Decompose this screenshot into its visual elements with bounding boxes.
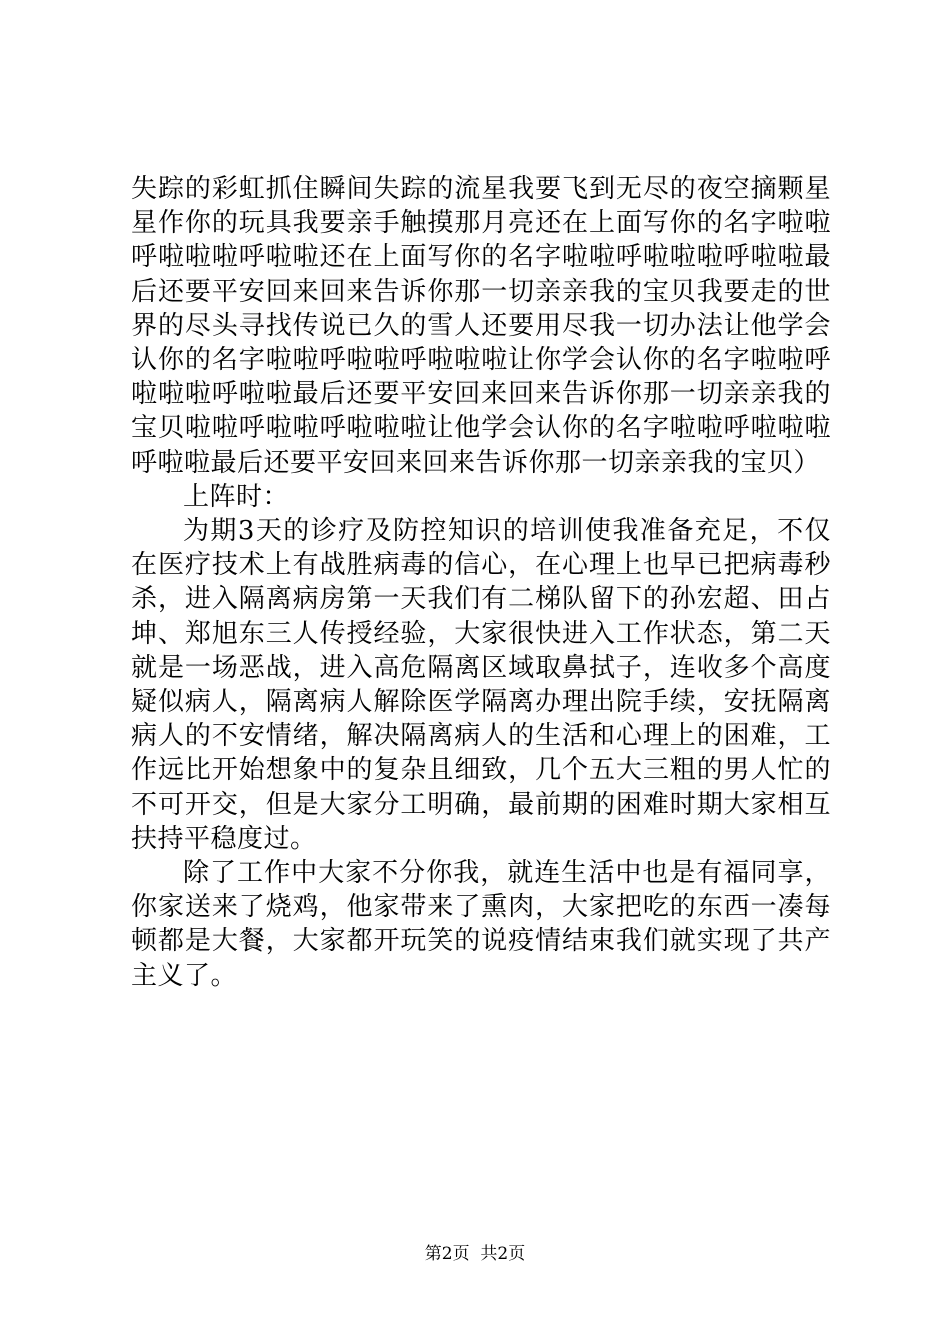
page-number-label: 第2页 共2页 — [424, 1244, 526, 1264]
document-body — [131, 172, 831, 993]
section-heading: 上阵时： — [183, 481, 290, 512]
paragraph-lyrics-continuation: 失踪的彩虹抓住瞬间失踪的流星我要飞到无尽的夜空摘颗星星作你的玩具我要亲手触摸那月亮还在上面写你的名字啦啦呼啦啦啦呼啦啦还在上面写你的名字啦啦呼啦啦啦呼啦啦最后还要平安回来回来告诉你那一切亲亲我的宝贝我要走的世界的尽头寻找传说已久的雪人还要用尽我一切办法让他学会认你的名字啦啦呼啦啦呼啦啦啦让你学会认你的名字啦啦呼啦啦啦呼啦啦最后还要平安回来回来告诉你那一切亲亲我的宝贝啦啦呼啦啦呼啦啦啦让他学会认你的名字啦啦呼啦啦啦呼啦啦最后还要平安回来回来告诉你那一切亲亲我的宝贝） — [131, 174, 831, 478]
page-footer — [0, 1243, 950, 1265]
paragraph-training: 为期3天的诊疗及防控知识的培训使我准备充足，不仅在医疗技术上有战胜病毒的信心，在心理上也早已把病毒秒杀，进入隔离病房第一天我们有二梯队留下的孙宏超、田占坤、郑旭东三人传授经验，大家很快进入工作状态，第二天就是一场恶战，进入高危隔离区域取鼻拭子，连收多个高度疑似病人，隔离病人解除医学隔离办理出院手续，安抚隔离病人的不安情绪，解决隔离病人的生活和心理上的困难，工作远比开始想象中的复杂且细致，几个五大三粗的男人忙的不可开交，但是大家分工明确，最前期的困难时期大家相互扶持平稳度过。 — [131, 516, 831, 854]
paragraph-life: 除了工作中大家不分你我，就连生活中也是有福同享，你家送来了烧鸡，他家带来了熏肉，大家把吃的东西一凑每顿都是大餐，大家都开玩笑的说疫情结束我们就实现了共产主义了。 — [131, 858, 831, 991]
